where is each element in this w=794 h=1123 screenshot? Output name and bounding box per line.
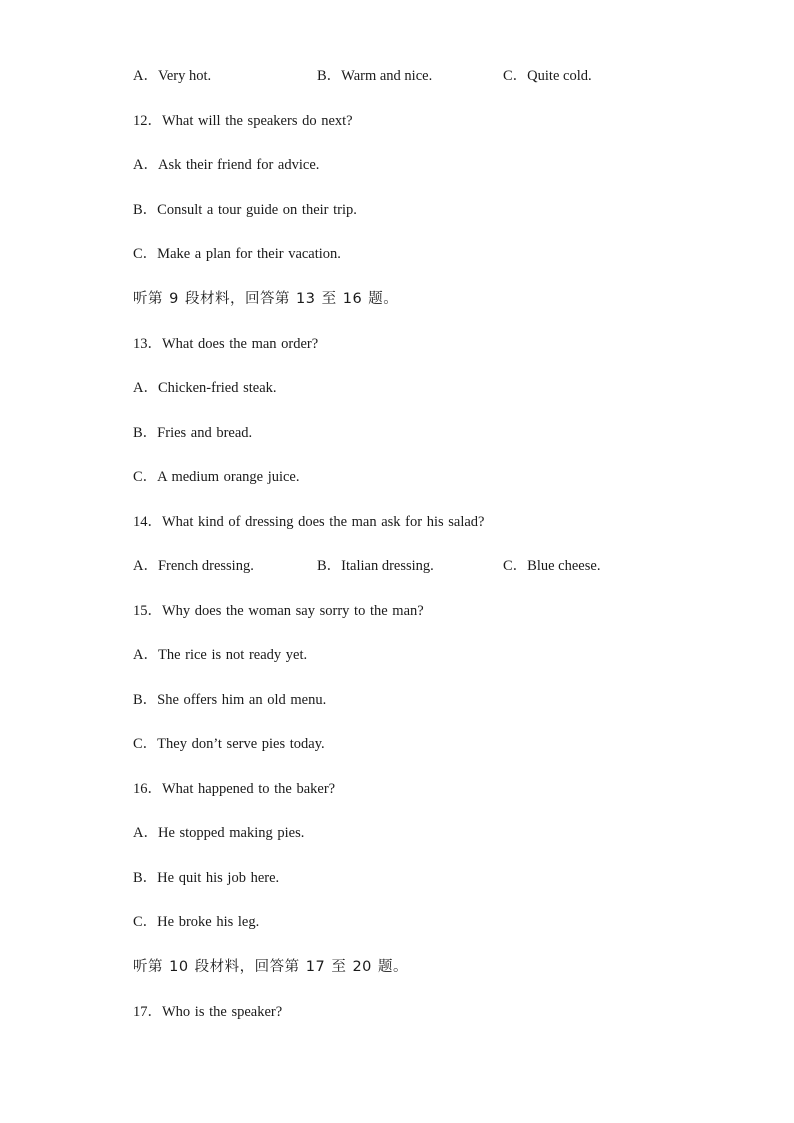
- q16-option-b: B．He quit his job here.: [133, 870, 280, 886]
- q17-stem: 17．Who is the speaker?: [133, 1004, 283, 1020]
- q15-stem: 15．Why does the woman say sorry to the man?: [133, 603, 424, 619]
- q12-option-a: A．Ask their friend for advice.: [133, 157, 320, 173]
- q11-option-c: C．Quite cold.: [503, 68, 592, 84]
- q11-option-a: A．Very hot.: [133, 68, 212, 84]
- q15-option-c: C．They don’t serve pies today.: [133, 736, 325, 752]
- section-9-instruction: 听第 9 段材料，回答第 13 至 16 题。: [133, 291, 399, 307]
- q14-option-b: B．Italian dressing.: [317, 558, 434, 574]
- q16-option-a: A．He stopped making pies.: [133, 825, 305, 841]
- q15-option-a: A．The rice is not ready yet.: [133, 647, 308, 663]
- q13-stem: 13．What does the man order?: [133, 336, 319, 352]
- q14-stem: 14．What kind of dressing does the man ask for his salad?: [133, 514, 485, 530]
- q12-option-c: C．Make a plan for their vacation.: [133, 246, 341, 262]
- q12-stem: 12．What will the speakers do next?: [133, 113, 353, 129]
- q13-option-a: A．Chicken-fried steak.: [133, 380, 277, 396]
- section-10-instruction: 听第 10 段材料，回答第 17 至 20 题。: [133, 959, 409, 975]
- q15-option-b: B．She offers him an old menu.: [133, 692, 327, 708]
- q11-option-b: B．Warm and nice.: [317, 68, 433, 84]
- q14-option-a: A．French dressing.: [133, 558, 254, 574]
- q16-option-c: C．He broke his leg.: [133, 914, 260, 930]
- q16-stem: 16．What happened to the baker?: [133, 781, 336, 797]
- q12-option-b: B．Consult a tour guide on their trip.: [133, 202, 357, 218]
- q14-option-c: C．Blue cheese.: [503, 558, 601, 574]
- q13-option-b: B．Fries and bread.: [133, 425, 253, 441]
- q13-option-c: C．A medium orange juice.: [133, 469, 300, 485]
